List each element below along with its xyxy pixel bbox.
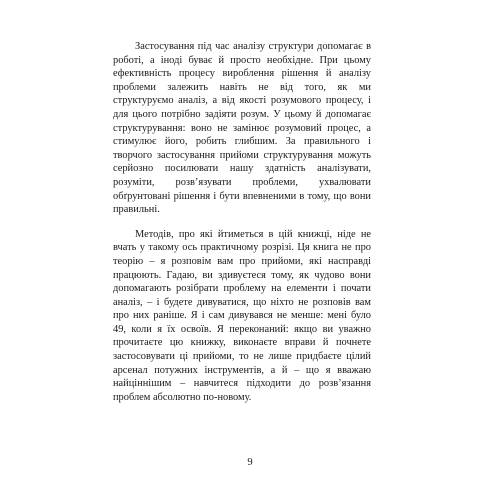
- paragraph-methods-practical: Методів, про які йтиметься в цій книжці, ніде не вчать у такому ось практичному розрізі. Ця книга не про теорію – я розповім вам про прийоми, які насправді працюють. Гадаю, ви здивуєтеся тому, як чудово вони допомагають розібрати проблему на елементи і почати аналіз, – і будете дивуватися, що ніхто не розповів вам про них раніше. Я і сам дивувався не менше: мені було 49, коли я їх освоїв. Я переконаний: якщо ви уважно прочитаєте цю книжку, виконаєте вправи й почнете застосовувати ці прийоми, то не лише придбаєте цілий арсенал потужних інструментів, а й – що я вважаю найціннішим – навчитеся підходити до розв’язання проблем абсолютно по-новому.: [113, 228, 371, 403]
- page-number: 9: [247, 457, 253, 468]
- paragraph-structuring-benefits: Застосування під час аналізу структури допомагає в роботі, а іноді буває й просто необхідне. При цьому ефективність процесу вироблення рішення й аналізу проблеми залежить навіть не від того, як ми структуруємо аналіз, а від якості розумового процесу, і для цього потрібно задіяти розум. У цьому й допомагає структурування: воно не замінює розумовий процес, а стимулює його, робить глибшим. За правильного і творчого застосування прийоми структурування можуть серйозно посилювати нашу здатність аналізувати, розуміти, розв’язувати проблеми, ухвалювати обґрунтовані рішення і бути впевненими в тому, що вони правильні.: [113, 41, 371, 216]
- body-text: [113, 40, 371, 404]
